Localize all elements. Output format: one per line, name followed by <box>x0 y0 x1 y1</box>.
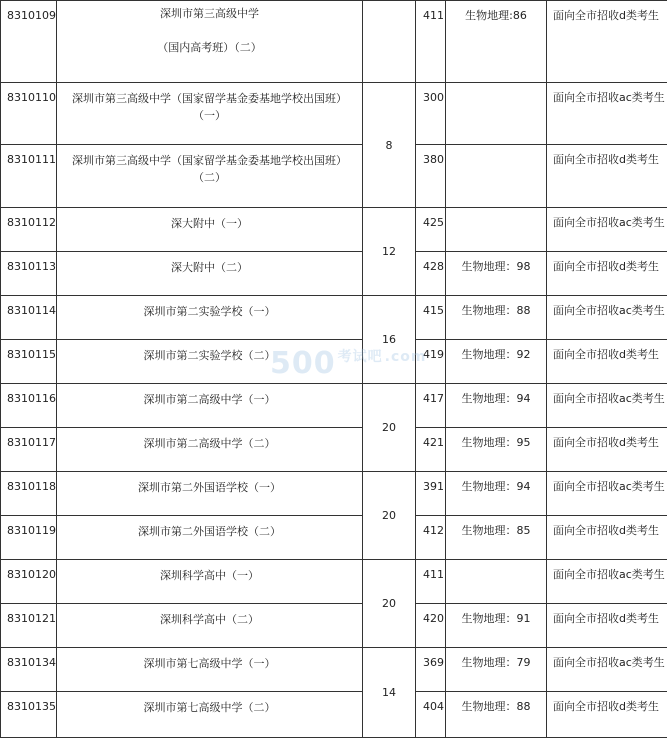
admission-note: 面向全市招收ac类考生 <box>547 384 667 428</box>
admission-note: 面向全市招收d类考生 <box>547 145 667 208</box>
subject-score: 生物地理：94 <box>446 384 547 428</box>
subject-score: 生物地理：85 <box>446 516 547 560</box>
table-row <box>1 692 667 738</box>
school-name: 深圳市第七高级中学（二） <box>57 692 363 738</box>
school-code: 8310113 <box>1 252 57 296</box>
table-row <box>1 208 667 252</box>
subject-score: 生物地理：98 <box>446 252 547 296</box>
admission-note: 面向全市招收ac类考生 <box>547 83 667 145</box>
school-name: 深圳科学高中（二） <box>57 604 363 648</box>
subject-score: 生物地理：92 <box>446 340 547 384</box>
admission-note: 面向全市招收d类考生 <box>547 604 667 648</box>
school-name: 深圳市第二高级中学（二） <box>57 428 363 472</box>
min-score: 415 <box>416 296 446 340</box>
admission-note: 面向全市招收d类考生 <box>547 692 667 738</box>
subject-score: 生物地理：95 <box>446 428 547 472</box>
table-row <box>1 472 667 516</box>
school-code: 8310118 <box>1 472 57 516</box>
min-score: 417 <box>416 384 446 428</box>
school-code: 8310109 <box>1 1 57 83</box>
school-code: 8310121 <box>1 604 57 648</box>
school-code: 8310112 <box>1 208 57 252</box>
school-code: 8310111 <box>1 145 57 208</box>
school-code: 8310134 <box>1 648 57 692</box>
plan-count <box>363 1 416 83</box>
admission-note: 面向全市招收d类考生 <box>547 516 667 560</box>
admission-note: 面向全市招收d类考生 <box>547 428 667 472</box>
table-row <box>1 145 667 208</box>
site-watermark: 500 $^{考试吧}$ $^{.com}$ <box>270 346 426 381</box>
min-score: 428 <box>416 252 446 296</box>
plan-count: 20 <box>363 560 416 648</box>
admission-note: 面向全市招收ac类考生 <box>547 472 667 516</box>
subject-score: 生物地理：88 <box>446 692 547 738</box>
plan-count: 14 <box>363 648 416 738</box>
table-row <box>1 83 667 145</box>
plan-count: 20 <box>363 472 416 560</box>
school-name: 深圳市第三高级中学（国家留学基金委基地学校出国班） （一） <box>57 83 363 145</box>
min-score: 300 <box>416 83 446 145</box>
min-score: 412 <box>416 516 446 560</box>
school-name: 深圳市第二实验学校（一） <box>57 296 363 340</box>
table-row <box>1 604 667 648</box>
min-score: 369 <box>416 648 446 692</box>
school-code: 8310120 <box>1 560 57 604</box>
school-code: 8310117 <box>1 428 57 472</box>
table-row <box>1 296 667 340</box>
admission-note: 面向全市招收d类考生 <box>547 252 667 296</box>
min-score: 391 <box>416 472 446 516</box>
subject-score: 生物地理：91 <box>446 604 547 648</box>
admission-note: 面向全市招收ac类考生 <box>547 648 667 692</box>
table-row <box>1 428 667 472</box>
subject-score <box>446 83 547 145</box>
school-name: 深圳市第三高级中学 （国内高考班）（二） <box>57 1 363 83</box>
min-score: 425 <box>416 208 446 252</box>
subject-score: 生物地理：88 <box>446 296 547 340</box>
subject-score <box>446 560 547 604</box>
table-row <box>1 648 667 692</box>
table-row <box>1 560 667 604</box>
school-name: 深圳市第二外国语学校（一） <box>57 472 363 516</box>
plan-count: 20 <box>363 384 416 472</box>
min-score: 420 <box>416 604 446 648</box>
subject-score <box>446 145 547 208</box>
min-score: 380 <box>416 145 446 208</box>
school-code: 8310135 <box>1 692 57 738</box>
admission-note: 面向全市招收d类考生 <box>547 1 667 83</box>
school-code: 8310114 <box>1 296 57 340</box>
school-name: 深大附中（一） <box>57 208 363 252</box>
school-name: 深大附中（二） <box>57 252 363 296</box>
plan-count: 12 <box>363 208 416 296</box>
subject-score: 生物地理:86 <box>446 1 547 83</box>
subject-score: 生物地理：79 <box>446 648 547 692</box>
school-code: 8310119 <box>1 516 57 560</box>
min-score: 404 <box>416 692 446 738</box>
subject-score <box>446 208 547 252</box>
admission-note: 面向全市招收ac类考生 <box>547 560 667 604</box>
school-code: 8310116 <box>1 384 57 428</box>
subject-score: 生物地理：94 <box>446 472 547 516</box>
school-name: 深圳市第二高级中学（一） <box>57 384 363 428</box>
school-code: 8310115 <box>1 340 57 384</box>
plan-count: 8 <box>363 83 416 208</box>
school-name: 深圳市第七高级中学（一） <box>57 648 363 692</box>
school-name: 深圳市第三高级中学（国家留学基金委基地学校出国班） （二） <box>57 145 363 208</box>
table-row <box>1 384 667 428</box>
min-score: 411 <box>416 1 446 83</box>
min-score: 419 <box>416 340 446 384</box>
school-name: 深圳科学高中（一） <box>57 560 363 604</box>
min-score: 421 <box>416 428 446 472</box>
school-name: 深圳市第二实验学校（二） <box>57 340 363 384</box>
admission-note: 面向全市招收d类考生 <box>547 340 667 384</box>
table-row <box>1 1 667 83</box>
school-code: 8310110 <box>1 83 57 145</box>
min-score: 411 <box>416 560 446 604</box>
table-row <box>1 516 667 560</box>
plan-count: 16 <box>363 296 416 384</box>
admission-note: 面向全市招收ac类考生 <box>547 296 667 340</box>
table-row <box>1 340 667 384</box>
school-name: 深圳市第二外国语学校（二） <box>57 516 363 560</box>
admission-note: 面向全市招收ac类考生 <box>547 208 667 252</box>
table-row <box>1 252 667 296</box>
